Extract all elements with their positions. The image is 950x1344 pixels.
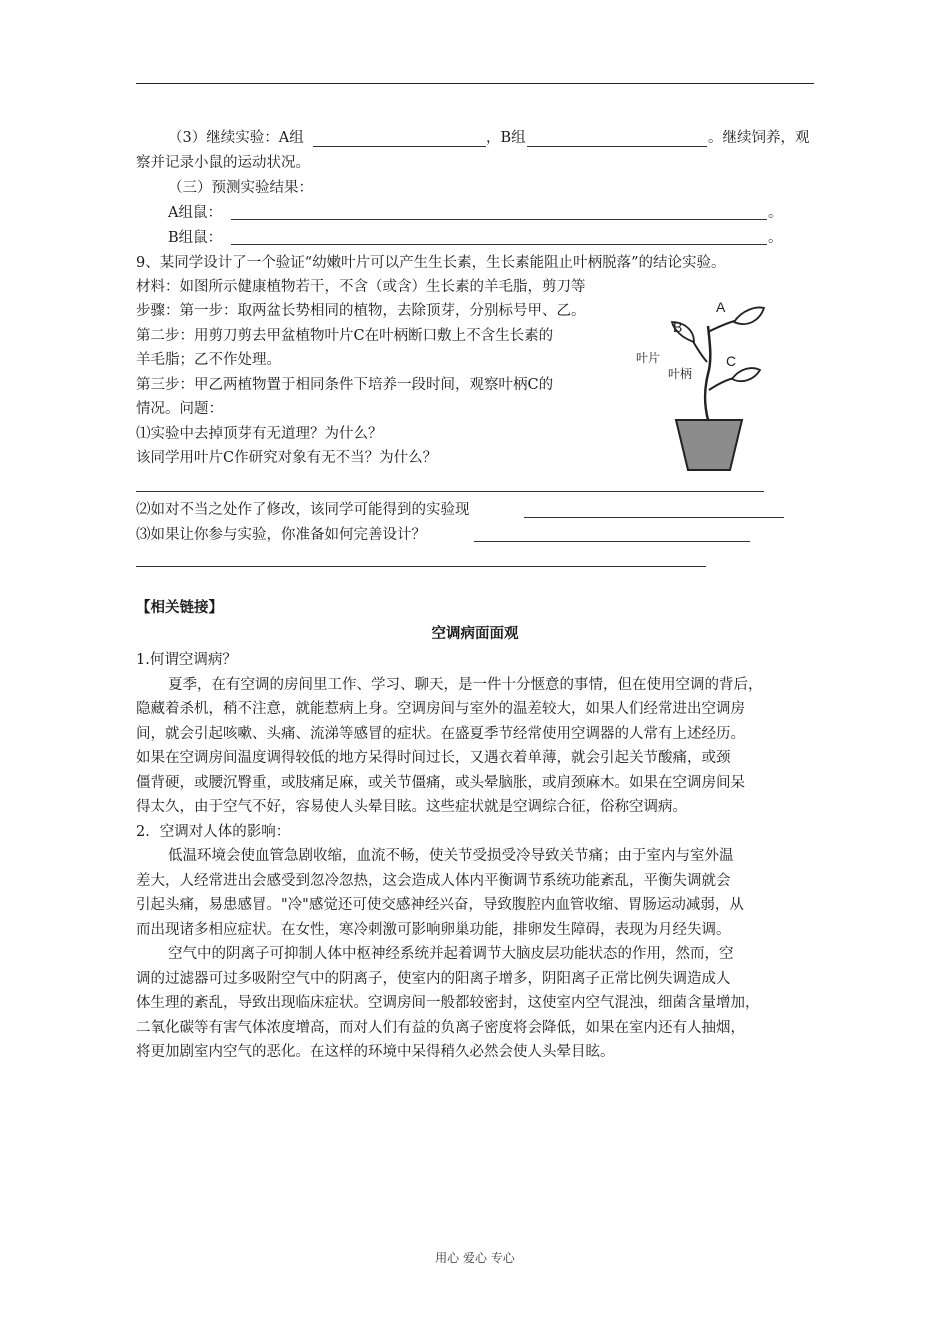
- answer-blank[interactable]: [231, 244, 767, 245]
- answer-blank[interactable]: [136, 566, 706, 567]
- q8-predict-heading: （三）预测实验结果：: [168, 180, 313, 196]
- q8-a-label: A组鼠：: [168, 205, 222, 221]
- q9-line3: 步骤：第一步：取两盆长势相同的植物，去除顶芽，分别标号甲、乙。: [136, 303, 586, 319]
- paragraph-line: 体生理的紊乱，导致出现临床症状。空调房间一般都较密封，这使室内空气混浊，细菌含量增加，: [136, 995, 760, 1011]
- section2-heading: 2．空调对人体的影响：: [136, 824, 291, 840]
- q8-step3-label: （3）继续实验：A组: [168, 130, 304, 146]
- flower-pot: [676, 420, 742, 470]
- answer-blank[interactable]: [474, 541, 750, 542]
- section1-heading: 1.何谓空调病？: [136, 652, 237, 668]
- paragraph-line: 夏季，在有空调的房间里工作、学习、聊天，是一件十分惬意的事情，但在使用空调的背后，: [168, 677, 763, 693]
- q8-b-label: B组鼠：: [168, 230, 223, 246]
- leaf-c: [732, 368, 760, 381]
- paragraph-line: 如果在空调房间温度调得较低的地方呆得时间过长，又遇衣着单薄，就会引起关节酸痛，或颈: [136, 750, 731, 766]
- period: 。: [768, 230, 783, 246]
- q8-step3-end: 。继续饲养，观: [708, 130, 810, 146]
- petiole-b: [692, 340, 707, 362]
- label-b: B: [673, 319, 683, 335]
- paragraph-line: 得太久，由于空气不好，容易使人头晕目眩。这些症状就是空调综合征，俗称空调病。: [136, 799, 687, 815]
- paragraph-line: 引起头痛，易患感冒。"冷"感觉还可使交感神经兴奋，导致腹腔内血管收缩、胃肠运动减弱，从: [136, 897, 744, 913]
- plant-stem: [705, 326, 710, 420]
- paragraph-line: 低温环境会使血管急剧收缩，血流不畅，使关节受损受冷导致关节痛；由于室内与室外温: [168, 848, 734, 864]
- q9-line8: ⑴实验中去掉顶芽有无道理？为什么？: [136, 426, 383, 442]
- answer-blank[interactable]: [524, 517, 784, 518]
- q9-line2: 材料：如图所示健康植物若干，不含（或含）生长素的羊毛脂，剪刀等: [136, 279, 586, 295]
- answer-blank[interactable]: [231, 219, 767, 220]
- q9-line1: 9、某同学设计了一个验证“幼嫩叶片可以产生生长素，生长素能阻止叶柄脱落”的结论实验。: [136, 255, 726, 271]
- paragraph-line: 二氧化碳等有害气体浓度增高，而对人们有益的负离子密度将会降低，如果在室内还有人抽烟，: [136, 1020, 745, 1036]
- q8-step3-cont: 察并记录小鼠的运动状况。: [136, 155, 310, 171]
- paragraph-line: 僵背硬，或腰沉臀重，或肢痛足麻，或关节僵痛，或头晕脑胀，或肩颈麻木。如果在空调房间呆: [136, 775, 745, 791]
- q9-line7: 情况。问题：: [136, 401, 223, 417]
- period: 。: [768, 205, 783, 221]
- paragraph-line: 调的过滤器可过多吸附空气中的阴离子，使室内的阳离子增多，阴阳离子正常比例失调造成人: [136, 971, 731, 987]
- paragraph-line: 间，就会引起咳嗽、头痛、流涕等感冒的症状。在盛夏季节经常使用空调器的人常有上述经历。: [136, 726, 745, 742]
- leaf-a: [734, 308, 764, 325]
- paragraph-line: 空气中的阴离子可抑制人体中枢神经系统并起着调节大脑皮层功能状态的作用，然而，空: [168, 946, 734, 962]
- label-petiole: 叶柄: [668, 367, 693, 381]
- label-a: A: [716, 299, 726, 315]
- q9-line6: 第三步：甲乙两植物置于相同条件下培养一段时间，观察叶柄C的: [136, 377, 554, 393]
- label-leaf: 叶片: [636, 351, 661, 365]
- q9-line11: ⑶如果让你参与实验，你准备如何完善设计？: [136, 527, 426, 543]
- q8-step3-b: ，B组: [486, 130, 526, 146]
- paragraph-line: 将更加剧室内空气的恶化。在这样的环境中呆得稍久必然会使人头晕目眩。: [136, 1044, 615, 1060]
- answer-blank[interactable]: [527, 146, 707, 147]
- q9-line4: 第二步：用剪刀剪去甲盆植物叶片C在叶柄断口敷上不含生长素的: [136, 328, 554, 344]
- header-rule: [136, 83, 814, 84]
- q9-line10: ⑵如对不当之处作了修改，该同学可能得到的实验现: [136, 502, 470, 518]
- paragraph-line: 隐藏着杀机，稍不注意，就能惹病上身。空调房间与室外的温差较大，如果人们经常进出空调房: [136, 701, 745, 717]
- answer-blank[interactable]: [313, 146, 486, 147]
- page-footer: 用心 爱心 专心: [435, 1251, 515, 1265]
- paragraph-line: 而出现诸多相应症状。在女性，寒冷刺激可影响卵巢功能，排卵发生障碍，表现为月经失调。: [136, 922, 731, 938]
- paragraph-line: 差大，人经常进出会感受到忽冷忽热，这会造成人体内平衡调节系统功能紊乱，平衡失调就会: [136, 873, 731, 889]
- q9-line5: 羊毛脂；乙不作处理。: [136, 352, 281, 368]
- related-title: 空调病面面观: [431, 626, 519, 642]
- plant-diagram: [630, 296, 790, 476]
- q9-line9: 该同学用叶片C作研究对象有无不当？为什么？: [136, 450, 438, 466]
- related-heading: 【相关链接】: [136, 600, 223, 616]
- petiole-c: [709, 378, 734, 390]
- label-c: C: [726, 353, 737, 369]
- answer-blank[interactable]: [136, 491, 764, 492]
